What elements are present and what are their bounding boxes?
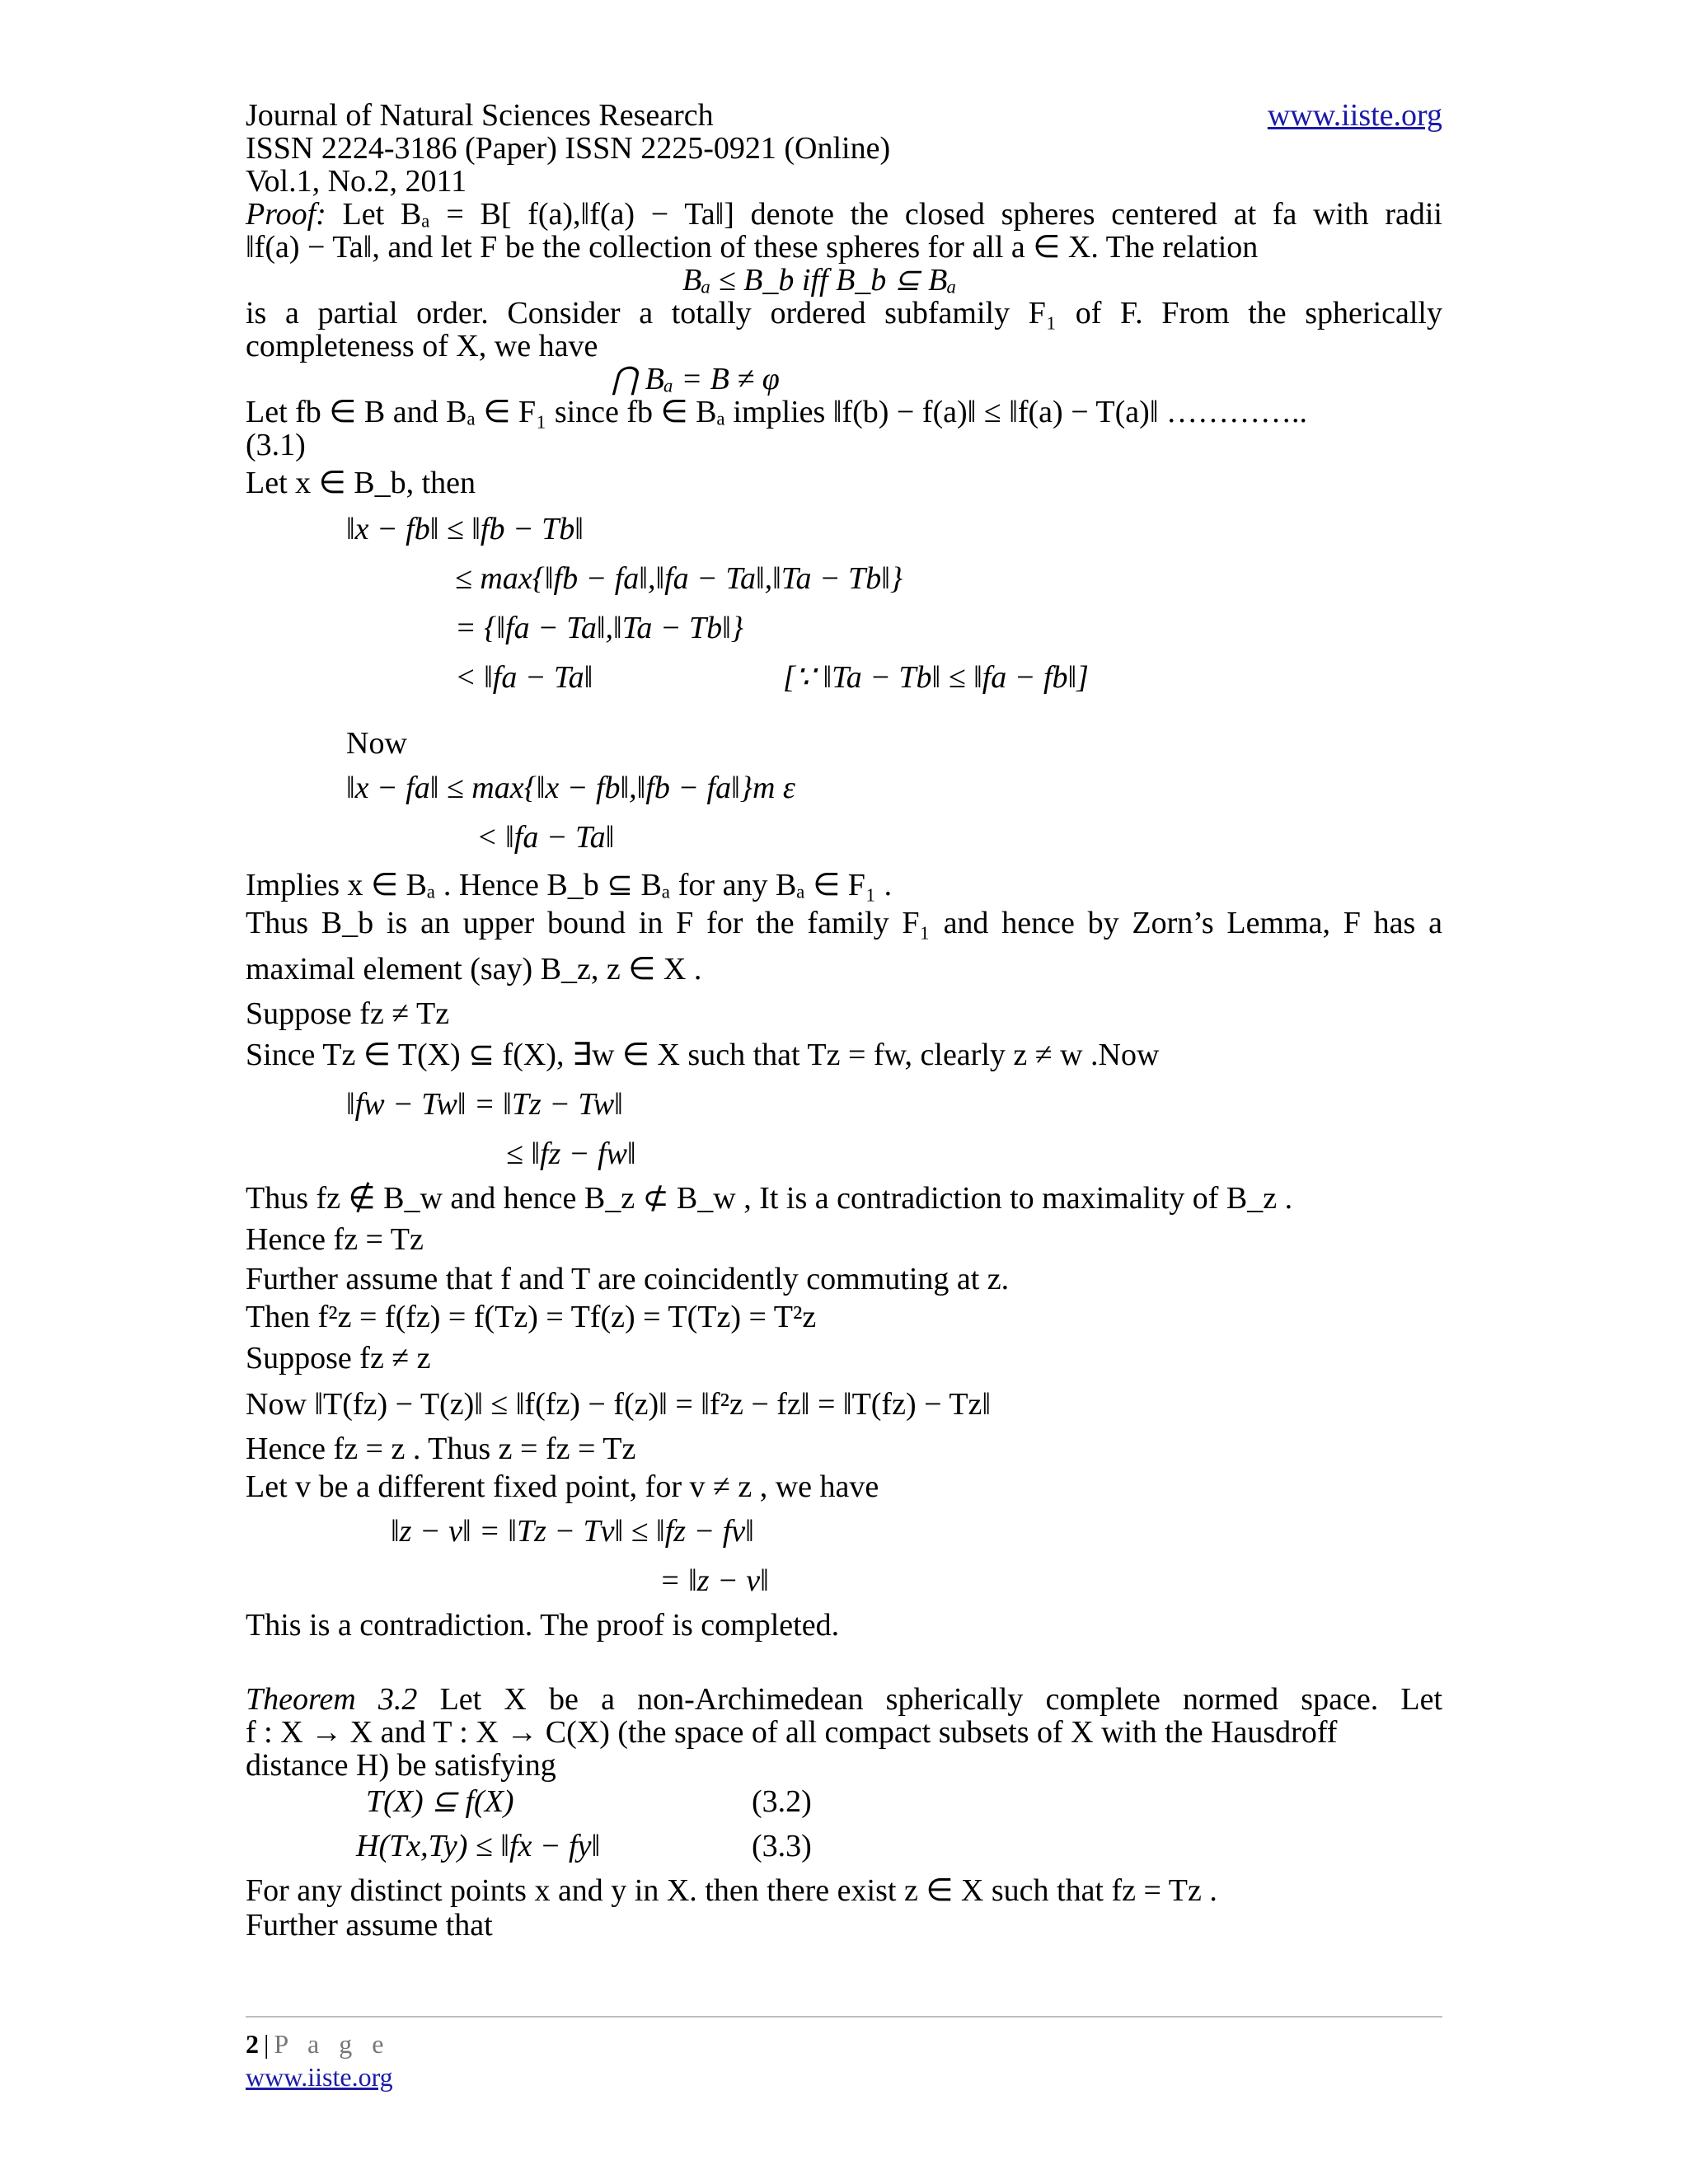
theorem-line-2: f : X → X and T : X → C(X) (the space of all compact subsets of X with the Hausdroff bbox=[246, 1715, 1338, 1750]
derivation-b-line-1: ‖x − fa‖ ≤ max{‖x − fb‖,‖fb − fa‖}m ε bbox=[346, 771, 795, 805]
derivation-d-line-2: = ‖z − v‖ bbox=[659, 1563, 769, 1598]
theorem-line-1 bbox=[246, 1681, 1442, 1718]
page-separator: | bbox=[264, 2029, 270, 2059]
theorem-line-3: distance H) be satisfying bbox=[246, 1748, 556, 1783]
proof-label: Proof: bbox=[246, 197, 326, 232]
proof-complete-line: This is a contradiction. The proof is completed. bbox=[246, 1608, 840, 1643]
proof-line-5: Let fb ∈ B and Bₐ ∈ F₁ since fb ∈ Bₐ implies ‖f(b) − f(a)‖ ≤ ‖f(a) − T(a)‖ ………….. bbox=[246, 395, 1307, 429]
theorem-text-1: Let X be a non-Archimedean spherically complete normed space. Let bbox=[439, 1682, 1443, 1717]
derivation-a-justification: [∵ ‖Ta − Tb‖ ≤ ‖fa − fb‖] bbox=[783, 660, 1089, 695]
theorem-line-5: Further assume that bbox=[246, 1908, 493, 1943]
volume-line: Vol.1, No.2, 2011 bbox=[246, 164, 467, 199]
derivation-c-line-1: ‖fw − Tw‖ = ‖Tz − Tw‖ bbox=[346, 1087, 623, 1122]
journal-title: Journal of Natural Sciences Research bbox=[246, 98, 714, 133]
footer-divider bbox=[246, 2016, 1442, 2018]
intersection-equation: ⋂ Bₐ = B ≠ φ bbox=[612, 362, 780, 396]
theorem-equation-3-3: H(Tx,Ty) ≤ ‖fx − fy‖ bbox=[356, 1829, 601, 1863]
maximal-element-line: maximal element (say) B_z, z ∈ X . bbox=[246, 952, 702, 987]
then-line: Then f²z = f(fz) = f(Tz) = Tf(z) = T(Tz) = T²z bbox=[246, 1300, 817, 1334]
page-number: 2 bbox=[246, 2029, 259, 2059]
issn-line: ISSN 2224-3186 (Paper) ISSN 2225-0921 (Online) bbox=[246, 131, 891, 166]
proof-line-2: ‖f(a) − Ta‖, and let F be the collection of these spheres for all a ∈ X. The relation bbox=[246, 230, 1259, 265]
derivation-b-line-2: < ‖fa − Ta‖ bbox=[476, 820, 615, 855]
proof-line-7: Let x ∈ B_b, then bbox=[246, 466, 476, 500]
derivation-d-line-1: ‖z − v‖ = ‖Tz − Tv‖ ≤ ‖fz − fv‖ bbox=[391, 1514, 754, 1549]
theorem-label: Theorem 3.2 bbox=[246, 1682, 418, 1717]
commuting-line: Further assume that f and T are coincidently commuting at z. bbox=[246, 1262, 1010, 1296]
derivation-a-line-1: ‖x − fb‖ ≤ ‖fb − Tb‖ bbox=[346, 512, 584, 546]
proof-line-1 bbox=[246, 196, 1442, 232]
footer-url-link[interactable]: www.iiste.org bbox=[246, 2062, 393, 2092]
suppose-line-2: Suppose fz ≠ z bbox=[246, 1341, 431, 1376]
derivation-a-line-2: ≤ max{‖fb − fa‖,‖fa − Ta‖,‖Ta − Tb‖} bbox=[455, 561, 903, 596]
equation-number-3-2: (3.2) bbox=[752, 1784, 812, 1819]
hence-line-1: Hence fz = Tz bbox=[246, 1222, 424, 1257]
partial-order-equation: Bₐ ≤ B_b iff B_b ⊆ Bₐ bbox=[682, 263, 957, 298]
header-url-link[interactable]: www.iiste.org bbox=[1267, 98, 1442, 133]
since-line: Since Tz ∈ T(X) ⊆ f(X), ∃w ∈ X such that Tz = fw, clearly z ≠ w .Now bbox=[246, 1038, 1160, 1072]
page-indicator bbox=[246, 2026, 390, 2062]
hence-line-2: Hence fz = z . Thus z = fz = Tz bbox=[246, 1432, 636, 1466]
proof-line-3: is a partial order. Consider a totally ordered subfamily F₁ of F. From the spherically bbox=[246, 296, 1442, 330]
now-inequality-line: Now ‖T(fz) − T(z)‖ ≤ ‖f(fz) − f(z)‖ = ‖f²z − fz‖ = ‖T(fz) − Tz‖ bbox=[246, 1387, 992, 1422]
theorem-line-4: For any distinct points x and y in X. then there exist z ∈ X such that fz = Tz . bbox=[246, 1873, 1217, 1908]
now-label: Now bbox=[346, 726, 407, 761]
fixed-point-line: Let v be a different fixed point, for v ≠ z , we have bbox=[246, 1469, 879, 1504]
proof-line-4: completeness of X, we have bbox=[246, 329, 598, 363]
theorem-equation-3-2: T(X) ⊆ f(X) bbox=[366, 1784, 514, 1819]
equation-number-3-3: (3.3) bbox=[752, 1829, 812, 1863]
page-label: P a g e bbox=[274, 2029, 391, 2059]
derivation-a-line-3: = {‖fa − Ta‖,‖Ta − Tb‖} bbox=[455, 611, 743, 645]
derivation-a-line-4: < ‖fa − Ta‖ bbox=[455, 660, 593, 695]
suppose-line-1: Suppose fz ≠ Tz bbox=[246, 996, 450, 1031]
implies-line: Implies x ∈ Bₐ . Hence B_b ⊆ Bₐ for any Bₐ ∈ F₁ . bbox=[246, 868, 893, 902]
contradiction-maximality-line: Thus fz ∉ B_w and hence B_z ⊄ B_w , It is a contradiction to maximality of B_z . bbox=[246, 1181, 1293, 1216]
upper-bound-line: Thus B_b is an upper bound in F for the family F₁ and hence by Zorn’s Lemma, F has a bbox=[246, 906, 1442, 940]
equation-number-3-1: (3.1) bbox=[246, 428, 306, 462]
proof-text-1: Let Bₐ = B[ f(a),‖f(a) − Ta‖] denote the closed spheres centered at fa with radii bbox=[342, 197, 1442, 232]
derivation-c-line-2: ≤ ‖fz − fw‖ bbox=[506, 1137, 636, 1171]
